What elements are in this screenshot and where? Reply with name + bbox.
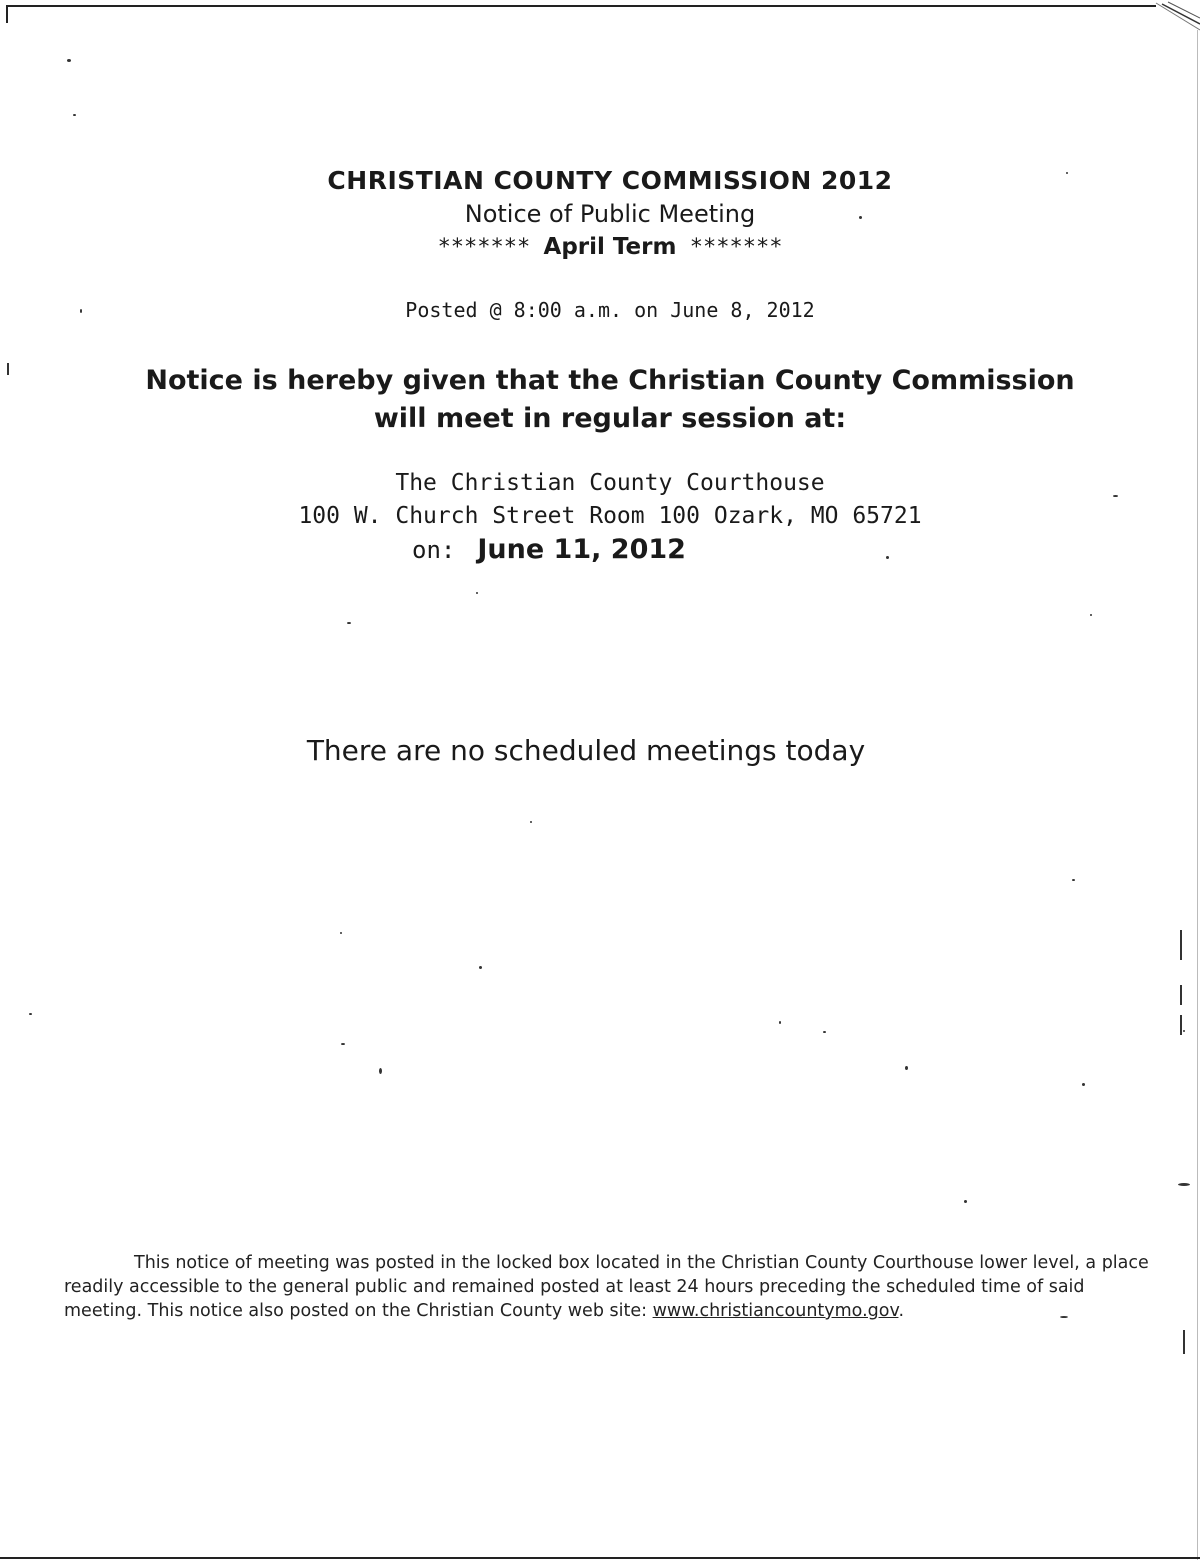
- term-label: April Term: [543, 234, 677, 260]
- scan-speck: [530, 821, 532, 823]
- scan-speck: [1180, 985, 1182, 1005]
- location-address: 100 W. Church Street Room 100 Ozark, MO 65721: [298, 503, 922, 529]
- scan-speck: [1090, 614, 1092, 616]
- page-edge-bottom: [0, 1557, 1200, 1559]
- term-line: [10, 234, 1200, 260]
- date-prefix: on:: [412, 536, 456, 564]
- scan-speck: [1180, 1015, 1182, 1035]
- document-title: CHRISTIAN COUNTY COMMISSION 2012: [327, 166, 893, 195]
- scan-speck: [1183, 1030, 1185, 1032]
- meeting-date-line: [412, 534, 686, 565]
- scan-speck: [1082, 1083, 1085, 1086]
- scan-speck: [1180, 930, 1182, 960]
- notice-line-2: will meet in regular session at:: [373, 403, 847, 434]
- posting-notice-footer: [64, 1251, 1154, 1323]
- footer-trailing: .: [898, 1301, 905, 1321]
- scan-speck: [886, 556, 889, 559]
- scan-speck: [964, 1200, 967, 1203]
- scan-speck: [67, 59, 71, 62]
- scan-speck: [347, 622, 351, 624]
- meeting-date: June 11, 2012: [477, 534, 686, 565]
- term-stars-left: *******: [437, 235, 531, 260]
- scan-speck: [479, 966, 482, 969]
- scan-speck: [1178, 1183, 1190, 1186]
- term-stars-right: *******: [689, 235, 783, 260]
- notice-statement: [10, 362, 1200, 438]
- page-edge-top: [6, 5, 1156, 7]
- scan-speck: [7, 363, 9, 375]
- footer-text: This notice of meeting was posted in the locked box located in the Christian County Courthouse lower level, a place readily accessible to the general public and remained posted at least 24 hours preceding the scheduled time of said meeting. This notice also posted on the Christian County web site:: [64, 1253, 1149, 1321]
- page-corner-fold: [1120, 0, 1200, 40]
- posted-timestamp: Posted @ 8:00 a.m. on June 8, 2012: [405, 298, 815, 322]
- notice-line-1: Notice is hereby given that the Christian County Commission: [145, 365, 1075, 396]
- page-edge-left: [6, 5, 8, 23]
- scan-speck: [341, 1043, 345, 1045]
- status-message: There are no scheduled meetings today: [306, 734, 866, 767]
- scan-speck: [476, 592, 478, 594]
- scan-speck: [1183, 1330, 1185, 1354]
- scan-speck: [29, 1013, 32, 1015]
- scan-speck: [779, 1021, 781, 1024]
- scan-speck: [73, 114, 76, 116]
- scan-speck: [905, 1066, 908, 1070]
- document-subtitle: Notice of Public Meeting: [464, 200, 756, 228]
- scan-speck: [1072, 879, 1075, 881]
- meeting-location: [10, 467, 1200, 533]
- website-link[interactable]: www.christiancountymo.gov: [652, 1301, 899, 1321]
- location-building: The Christian County Courthouse: [395, 470, 825, 496]
- scan-speck: [379, 1068, 382, 1074]
- scan-speck: [823, 1031, 826, 1033]
- scan-speck: [340, 932, 342, 934]
